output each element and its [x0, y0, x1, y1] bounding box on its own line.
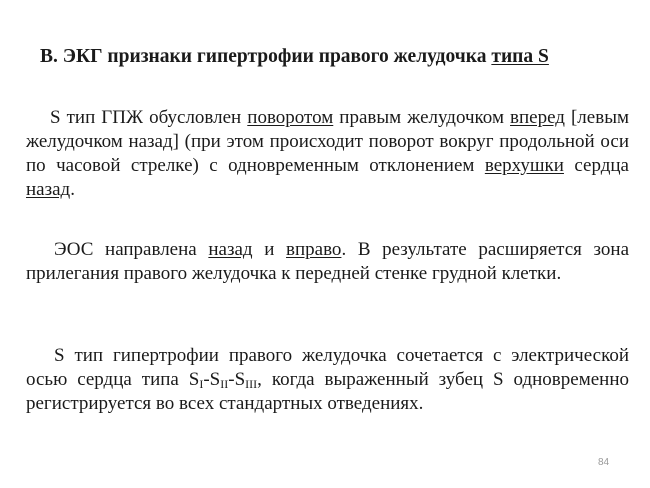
slide-title	[40, 44, 630, 70]
p3-text-1: S тип гипертрофии правого желудочка сочетается с электрической осью сердца типа S	[26, 345, 629, 390]
p1-text-2: правым желудочком	[333, 107, 511, 128]
paragraph-eos-direction	[26, 238, 629, 286]
p1-underlined-forward: вперед	[510, 107, 565, 128]
p3-sub-3: III	[245, 377, 258, 391]
p2-underlined-right: вправо	[286, 239, 342, 260]
p2-text-2: и	[252, 239, 287, 260]
p2-text-1: ЭОС направлена	[54, 239, 209, 260]
p1-text-1: S тип ГПЖ обусловлен	[50, 107, 248, 128]
p1-underlined-rotation: поворотом	[247, 107, 334, 128]
p1-text-3: [левым желудочком назад] (при этом происходит поворот вокруг продольной оси по часовой стрелке) с одновременным отклонением	[26, 107, 629, 176]
p3-sub-1: I	[199, 377, 204, 391]
paragraph-s-type-axis	[26, 344, 629, 416]
paragraph-s-type-rotation	[26, 106, 629, 202]
p1-text-5: .	[70, 179, 75, 200]
title-prefix: В. ЭКГ признаки гипертрофии правого желудочка	[40, 46, 492, 67]
p1-underlined-back: назад	[26, 179, 71, 200]
p3-dash-1: -S	[203, 369, 221, 390]
title-underlined: типа S	[491, 46, 549, 67]
p2-text-3: . В результате расширяется зона прилегания правого желудочка к передней стенке грудной клетки.	[26, 239, 629, 284]
p3-sub-2: II	[220, 377, 229, 391]
p1-underlined-apex: верхушки	[484, 155, 564, 176]
p3-dash-2: -S	[228, 369, 246, 390]
page-number: 84	[598, 457, 610, 468]
p1-text-4: сердца	[563, 155, 629, 176]
p3-text-2: , когда выраженный зубец S одновременно регистрируется во всех стандартных отведениях.	[26, 369, 629, 414]
p2-underlined-back: назад	[208, 239, 253, 260]
